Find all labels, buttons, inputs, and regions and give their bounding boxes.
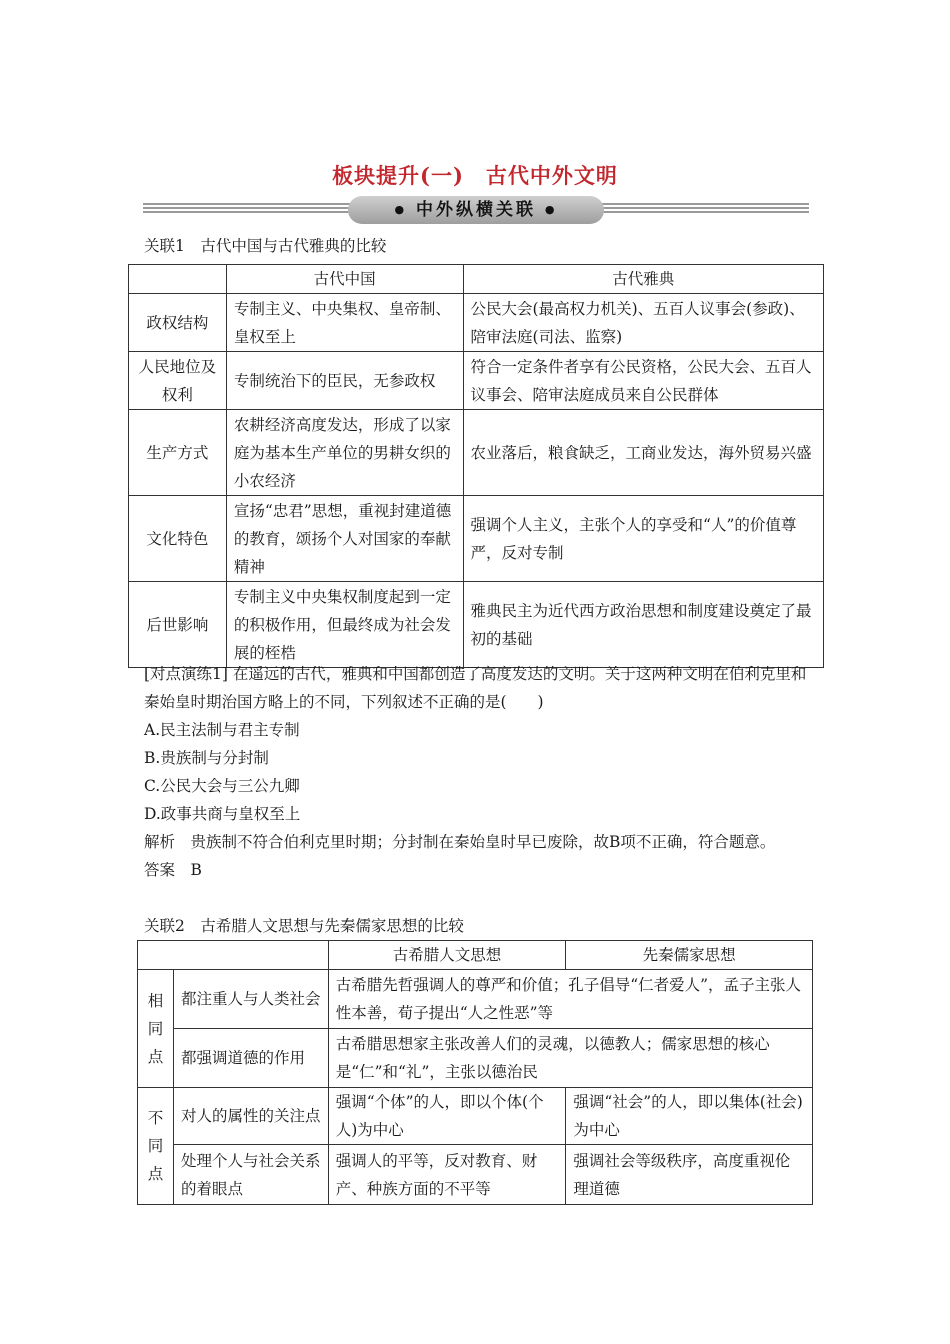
different-points-label: 不同点 [138, 1088, 174, 1205]
table-cell: 公民大会(最高权力机关)、五百人议事会(参政)、陪审法庭(司法、监察) [463, 294, 823, 352]
table-header-cell: 古代中国 [226, 265, 463, 294]
table-cell: 雅典民主为近代西方政治思想和制度建设奠定了最初的基础 [463, 582, 823, 668]
table-row [138, 970, 813, 1029]
bullet-icon: ● [394, 203, 408, 216]
table-cell: 强调社会等级秩序，高度重视伦理道德 [566, 1145, 813, 1205]
table-row [138, 1088, 813, 1145]
option-d: D.政事共商与皇权至上 [144, 805, 301, 823]
table-row [129, 352, 824, 410]
banner-text: 中外纵横关联 [416, 200, 536, 220]
table-header-cell [129, 265, 227, 294]
table-cell: 专制主义、中央集权、皇帝制、皇权至上 [226, 294, 463, 352]
table-header-row [138, 941, 813, 970]
row-label: 都强调道德的作用 [173, 1029, 328, 1088]
comparison-table-2 [137, 940, 813, 1205]
answer-text: 答案 B [144, 861, 202, 879]
table-header-cell: 古希腊人文思想 [328, 941, 566, 970]
section-banner [143, 196, 809, 224]
option-c: C.公民大会与三公九卿 [144, 777, 300, 795]
option-b: B.贵族制与分封制 [144, 749, 269, 767]
table-header-cell: 先秦儒家思想 [566, 941, 813, 970]
table-cell: 强调“社会”的人，即以集体(社会)为中心 [566, 1088, 813, 1145]
option-a: A.民主法制与君主专制 [144, 721, 300, 739]
analysis-text: 解析 贵族制不符合伯利克里时期；分封制在秦始皇时早已废除，故B项不正确，符合题意。 [144, 833, 776, 851]
table-cell: 宣扬“忠君”思想，重视封建道德的教育，颂扬个人对国家的奉献精神 [226, 496, 463, 582]
table-row [129, 582, 824, 668]
comparison-table-1 [128, 264, 824, 668]
row-label: 生产方式 [129, 410, 227, 496]
table-cell: 古希腊思想家主张改善人们的灵魂，以德教人；儒家思想的核心是“仁”和“礼”，主张以德治民 [328, 1029, 812, 1088]
table-row [138, 1029, 813, 1088]
row-label: 政权结构 [129, 294, 227, 352]
table-cell: 古希腊先哲强调人的尊严和价值；孔子倡导“仁者爱人”，孟子主张人性本善，荀子提出“人之性恶”等 [328, 970, 812, 1029]
row-label: 对人的属性的关注点 [173, 1088, 328, 1145]
banner-label [348, 196, 604, 224]
table-cell: 农耕经济高度发达，形成了以家庭为基本生产单位的男耕女织的小农经济 [226, 410, 463, 496]
table-row [129, 496, 824, 582]
banner-divider-right [594, 203, 809, 217]
table-cell: 农业落后，粮食缺乏，工商业发达，海外贸易兴盛 [463, 410, 823, 496]
section1-heading: 关联1 古代中国与古代雅典的比较 [144, 237, 387, 255]
table-cell: 强调“个体”的人，即以个体(个人)为中心 [328, 1088, 566, 1145]
table-row [129, 294, 824, 352]
table-cell: 专制主义中央集权制度起到一定的积极作用，但最终成为社会发展的桎梏 [226, 582, 463, 668]
row-label: 后世影响 [129, 582, 227, 668]
same-points-label: 相同点 [138, 970, 174, 1088]
section2-heading: 关联2 古希腊人文思想与先秦儒家思想的比较 [144, 917, 464, 935]
table-cell: 专制统治下的臣民，无参政权 [226, 352, 463, 410]
banner-divider-left [143, 203, 358, 217]
row-label: 处理个人与社会关系的着眼点 [173, 1145, 328, 1205]
page-title: 板块提升(一) 古代中外文明 [332, 163, 618, 188]
row-label: 文化特色 [129, 496, 227, 582]
table-header-row [129, 265, 824, 294]
table-row [138, 1145, 813, 1205]
bullet-icon: ● [544, 203, 558, 216]
row-label: 都注重人与人类社会 [173, 970, 328, 1029]
table-cell: 强调个人主义，主张个人的享受和“人”的价值尊严，反对专制 [463, 496, 823, 582]
exercise-question: [对点演练1] 在遥远的古代，雅典和中国都创造了高度发达的文明。关于这两种文明在伯利克里和秦始皇时期治国方略上的不同，下列叙述不正确的是( ) [144, 665, 807, 711]
table-header-cell: 古代雅典 [463, 265, 823, 294]
table-row [129, 410, 824, 496]
row-label: 人民地位及权利 [129, 352, 227, 410]
table-cell: 强调人的平等，反对教育、财产、种族方面的不平等 [328, 1145, 566, 1205]
exercise-block [144, 660, 812, 884]
table-cell: 符合一定条件者享有公民资格，公民大会、五百人议事会、陪审法庭成员来自公民群体 [463, 352, 823, 410]
table-header-cell [138, 941, 329, 970]
